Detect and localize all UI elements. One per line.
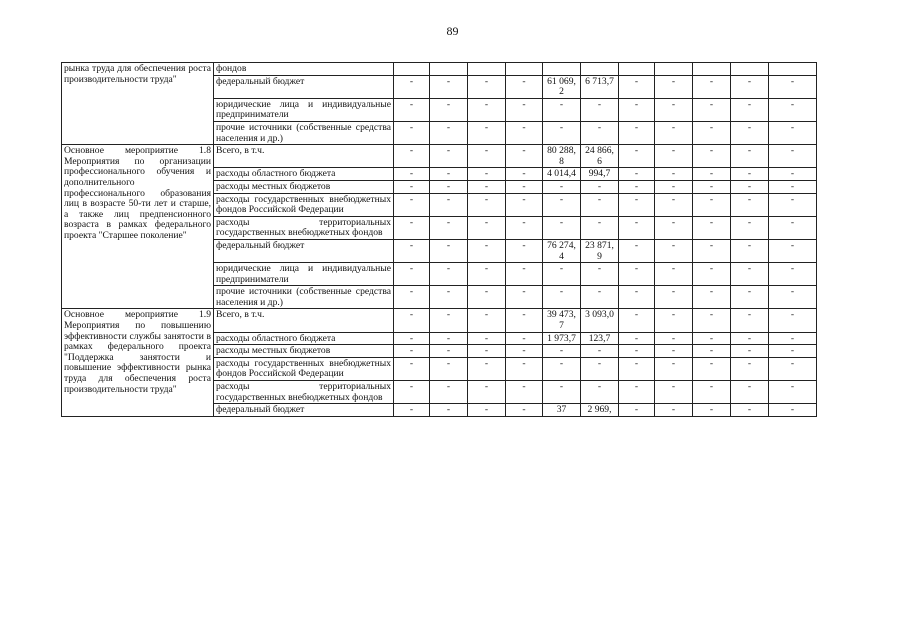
value-cell <box>619 63 655 76</box>
value-cell: - <box>506 98 543 121</box>
value-cell: - <box>430 239 468 262</box>
activity-description: рынка труда для обеспечения роста производительности труда" <box>62 63 214 145</box>
funding-source: федеральный бюджет <box>214 404 394 417</box>
value-cell: - <box>769 121 817 144</box>
value-cell: 6 713,7 <box>581 75 619 98</box>
value-cell: - <box>655 193 693 216</box>
value-cell: - <box>731 357 769 380</box>
value-cell: 37 <box>543 404 581 417</box>
value-cell: - <box>731 98 769 121</box>
value-cell: - <box>543 357 581 380</box>
value-cell: 1 973,7 <box>543 332 581 345</box>
value-cell: - <box>693 357 731 380</box>
value-cell: - <box>506 263 543 286</box>
value-cell: - <box>693 75 731 98</box>
value-cell: - <box>506 332 543 345</box>
value-cell: - <box>581 357 619 380</box>
value-cell: - <box>430 75 468 98</box>
value-cell <box>731 63 769 76</box>
value-cell: - <box>394 216 430 239</box>
value-cell: - <box>693 193 731 216</box>
activity-description: Основное мероприятие 1.9 Мероприятия по повышению эффективности службы занятости в рамках федерального проекта "Поддержка занятости и повышение эффективности рынка труда для обеспечения роста производительности труда" <box>62 309 214 416</box>
value-cell: - <box>468 121 506 144</box>
value-cell: 3 093,0 <box>581 309 619 332</box>
value-cell: - <box>693 332 731 345</box>
value-cell: - <box>468 286 506 309</box>
funding-table <box>61 62 817 417</box>
funding-source: расходы местных бюджетов <box>214 345 394 358</box>
value-cell: 24 866,6 <box>581 145 619 168</box>
value-cell: - <box>693 263 731 286</box>
value-cell: - <box>506 216 543 239</box>
value-cell: - <box>394 98 430 121</box>
value-cell: - <box>468 309 506 332</box>
value-cell: - <box>731 345 769 358</box>
value-cell: - <box>394 381 430 404</box>
value-cell: - <box>769 145 817 168</box>
value-cell: - <box>769 309 817 332</box>
funding-source: расходы территориальных государственных внебюджетных фондов <box>214 216 394 239</box>
value-cell: - <box>619 121 655 144</box>
funding-source: расходы государственных внебюджетных фондов Российской Федерации <box>214 357 394 380</box>
value-cell: - <box>543 180 581 193</box>
value-cell: - <box>655 263 693 286</box>
value-cell: - <box>430 121 468 144</box>
value-cell: - <box>731 216 769 239</box>
value-cell: - <box>693 180 731 193</box>
value-cell: - <box>468 216 506 239</box>
activity-description: Основное мероприятие 1.8 Мероприятия по организации профессионального обучения и дополнительного профессионального образования лиц в возрасте 50-ти лет и старше, а также лиц предпенсионного возраста в рамках федерального проекта "Старшее поколение" <box>62 145 214 309</box>
value-cell: - <box>655 345 693 358</box>
value-cell: - <box>769 239 817 262</box>
value-cell: - <box>543 193 581 216</box>
value-cell: - <box>731 121 769 144</box>
value-cell: - <box>731 180 769 193</box>
value-cell: - <box>581 98 619 121</box>
value-cell: - <box>581 381 619 404</box>
value-cell: - <box>394 332 430 345</box>
value-cell: - <box>394 357 430 380</box>
value-cell: - <box>468 239 506 262</box>
value-cell: - <box>430 145 468 168</box>
funding-source: юридические лица и индивидуальные предприниматели <box>214 98 394 121</box>
value-cell: - <box>543 98 581 121</box>
value-cell: - <box>769 168 817 181</box>
value-cell: - <box>468 345 506 358</box>
value-cell <box>468 63 506 76</box>
value-cell: - <box>581 286 619 309</box>
value-cell: - <box>769 286 817 309</box>
table-row <box>62 63 817 76</box>
value-cell: - <box>655 75 693 98</box>
value-cell: - <box>655 332 693 345</box>
value-cell: - <box>543 263 581 286</box>
value-cell: - <box>619 357 655 380</box>
value-cell: - <box>506 345 543 358</box>
value-cell <box>655 63 693 76</box>
value-cell: - <box>731 286 769 309</box>
value-cell: - <box>769 216 817 239</box>
value-cell: - <box>468 381 506 404</box>
value-cell: - <box>655 216 693 239</box>
value-cell: 994,7 <box>581 168 619 181</box>
value-cell: - <box>693 98 731 121</box>
value-cell: - <box>769 98 817 121</box>
value-cell: - <box>619 286 655 309</box>
value-cell: - <box>693 216 731 239</box>
value-cell: - <box>731 263 769 286</box>
value-cell: - <box>655 381 693 404</box>
value-cell: - <box>430 332 468 345</box>
value-cell: - <box>769 357 817 380</box>
value-cell: - <box>394 263 430 286</box>
value-cell: 76 274,4 <box>543 239 581 262</box>
value-cell: - <box>619 180 655 193</box>
value-cell <box>543 63 581 76</box>
table-body <box>62 63 817 417</box>
value-cell: - <box>430 193 468 216</box>
value-cell: - <box>506 145 543 168</box>
value-cell: - <box>655 239 693 262</box>
funding-source: фондов <box>214 63 394 76</box>
value-cell: - <box>769 381 817 404</box>
funding-source: федеральный бюджет <box>214 75 394 98</box>
value-cell: - <box>468 404 506 417</box>
value-cell: - <box>619 332 655 345</box>
value-cell: - <box>655 309 693 332</box>
value-cell: - <box>581 180 619 193</box>
value-cell: - <box>769 193 817 216</box>
value-cell: - <box>693 239 731 262</box>
value-cell: - <box>543 286 581 309</box>
value-cell <box>769 63 817 76</box>
value-cell: - <box>731 332 769 345</box>
funding-source: федеральный бюджет <box>214 239 394 262</box>
value-cell: - <box>731 239 769 262</box>
value-cell: - <box>506 168 543 181</box>
value-cell: - <box>655 404 693 417</box>
value-cell <box>693 63 731 76</box>
value-cell <box>394 63 430 76</box>
value-cell: - <box>394 121 430 144</box>
value-cell: - <box>619 309 655 332</box>
value-cell: - <box>468 145 506 168</box>
value-cell: - <box>731 168 769 181</box>
value-cell: - <box>655 98 693 121</box>
value-cell: - <box>619 216 655 239</box>
value-cell: - <box>506 404 543 417</box>
funding-source: расходы местных бюджетов <box>214 180 394 193</box>
value-cell: - <box>430 180 468 193</box>
value-cell: - <box>506 239 543 262</box>
value-cell: - <box>769 345 817 358</box>
value-cell: 39 473,7 <box>543 309 581 332</box>
value-cell: - <box>394 180 430 193</box>
value-cell <box>581 63 619 76</box>
value-cell: - <box>430 168 468 181</box>
funding-source: расходы областного бюджета <box>214 168 394 181</box>
value-cell: - <box>731 381 769 404</box>
value-cell: - <box>655 145 693 168</box>
value-cell: - <box>619 404 655 417</box>
value-cell: - <box>468 180 506 193</box>
value-cell: - <box>430 98 468 121</box>
value-cell: - <box>430 381 468 404</box>
value-cell: - <box>693 168 731 181</box>
value-cell: - <box>769 404 817 417</box>
value-cell: - <box>731 309 769 332</box>
value-cell: - <box>619 345 655 358</box>
value-cell: - <box>769 180 817 193</box>
value-cell: - <box>543 345 581 358</box>
funding-source: расходы государственных внебюджетных фондов Российской Федерации <box>214 193 394 216</box>
value-cell: - <box>394 345 430 358</box>
value-cell: - <box>543 121 581 144</box>
table-row <box>62 309 817 332</box>
value-cell: - <box>506 193 543 216</box>
value-cell: - <box>619 168 655 181</box>
value-cell: - <box>655 286 693 309</box>
value-cell: 61 069,2 <box>543 75 581 98</box>
value-cell: - <box>619 381 655 404</box>
value-cell: - <box>468 332 506 345</box>
table-row <box>62 145 817 168</box>
value-cell: - <box>655 168 693 181</box>
value-cell: 123,7 <box>581 332 619 345</box>
value-cell: - <box>655 180 693 193</box>
value-cell: - <box>543 381 581 404</box>
value-cell: - <box>506 309 543 332</box>
value-cell: - <box>394 193 430 216</box>
value-cell: - <box>468 357 506 380</box>
value-cell: - <box>506 75 543 98</box>
value-cell: - <box>506 357 543 380</box>
value-cell: - <box>693 404 731 417</box>
value-cell: 2 969, <box>581 404 619 417</box>
value-cell: - <box>430 216 468 239</box>
page-number: 89 <box>446 24 459 38</box>
value-cell: - <box>655 357 693 380</box>
value-cell: - <box>731 145 769 168</box>
value-cell: - <box>769 75 817 98</box>
funding-source: юридические лица и индивидуальные предприниматели <box>214 263 394 286</box>
value-cell: - <box>506 381 543 404</box>
value-cell: - <box>619 98 655 121</box>
value-cell <box>430 63 468 76</box>
value-cell: - <box>581 193 619 216</box>
value-cell: - <box>430 263 468 286</box>
value-cell: - <box>619 239 655 262</box>
value-cell: - <box>731 193 769 216</box>
value-cell: - <box>693 121 731 144</box>
value-cell: - <box>581 345 619 358</box>
value-cell: - <box>693 286 731 309</box>
funding-source: расходы областного бюджета <box>214 332 394 345</box>
value-cell: - <box>394 168 430 181</box>
funding-source: прочие источники (собственные средства населения и др.) <box>214 286 394 309</box>
value-cell: - <box>430 404 468 417</box>
value-cell: - <box>619 263 655 286</box>
value-cell: - <box>430 309 468 332</box>
value-cell: 4 014,4 <box>543 168 581 181</box>
value-cell: - <box>468 75 506 98</box>
value-cell: - <box>394 286 430 309</box>
value-cell: - <box>693 309 731 332</box>
value-cell: - <box>619 75 655 98</box>
funding-source: Всего, в т.ч. <box>214 145 394 168</box>
value-cell: - <box>693 145 731 168</box>
value-cell: - <box>394 309 430 332</box>
value-cell: - <box>468 193 506 216</box>
value-cell: - <box>655 121 693 144</box>
value-cell: - <box>394 145 430 168</box>
value-cell: - <box>581 121 619 144</box>
value-cell: - <box>430 357 468 380</box>
value-cell: - <box>769 332 817 345</box>
value-cell: - <box>693 345 731 358</box>
value-cell: - <box>619 193 655 216</box>
value-cell: - <box>769 263 817 286</box>
value-cell: - <box>394 404 430 417</box>
value-cell: - <box>468 168 506 181</box>
value-cell: - <box>731 75 769 98</box>
value-cell <box>506 63 543 76</box>
value-cell: 80 288,8 <box>543 145 581 168</box>
value-cell: - <box>693 381 731 404</box>
value-cell: - <box>731 404 769 417</box>
value-cell: - <box>506 121 543 144</box>
value-cell: - <box>543 216 581 239</box>
value-cell: - <box>581 263 619 286</box>
value-cell: - <box>394 239 430 262</box>
value-cell: - <box>581 216 619 239</box>
funding-source: расходы территориальных государственных внебюджетных фондов <box>214 381 394 404</box>
value-cell: - <box>468 98 506 121</box>
value-cell: - <box>619 145 655 168</box>
value-cell: - <box>394 75 430 98</box>
funding-source: Всего, в т.ч. <box>214 309 394 332</box>
value-cell: - <box>430 345 468 358</box>
value-cell: - <box>506 180 543 193</box>
funding-source: прочие источники (собственные средства населения и др.) <box>214 121 394 144</box>
value-cell: 23 871,9 <box>581 239 619 262</box>
value-cell: - <box>506 286 543 309</box>
value-cell: - <box>430 286 468 309</box>
value-cell: - <box>468 263 506 286</box>
